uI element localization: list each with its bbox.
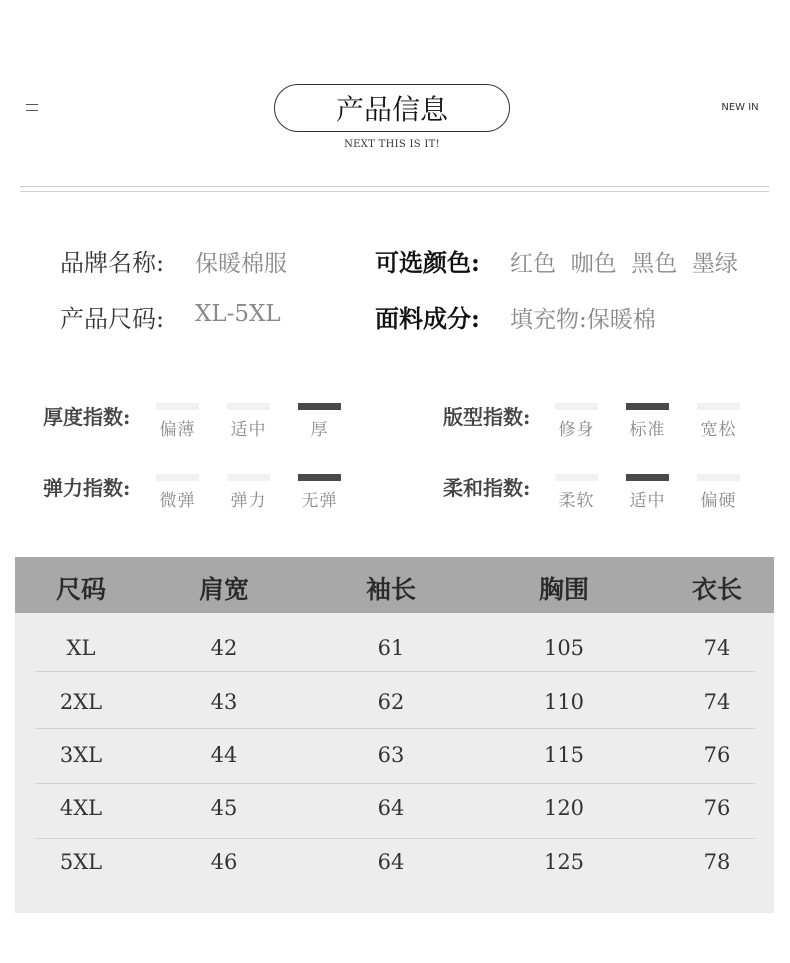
index-option [555, 403, 598, 440]
table-header-cell: 袖长 [365, 575, 416, 604]
index-option-label: 弹力 [230, 491, 267, 511]
table-cell: 115 [543, 743, 585, 767]
index-level-bar [156, 474, 199, 481]
new-in-link[interactable]: NEW IN [721, 102, 759, 113]
brand-value: 保暖棉服 [195, 251, 287, 277]
table-cell: 44 [210, 743, 238, 767]
table-header-cell: 胸围 [538, 575, 589, 604]
table-cell: 74 [703, 690, 731, 714]
table-cell: 78 [703, 850, 731, 874]
table-cell: 64 [377, 796, 405, 820]
table-row-divider [35, 838, 755, 839]
table-cell: 3XL [59, 743, 103, 767]
table-cell: 120 [543, 796, 585, 820]
table-row-divider [35, 783, 755, 784]
index-option [697, 474, 740, 511]
index-level-bar [227, 403, 270, 410]
table-cell: 61 [377, 636, 405, 660]
table-cell: 62 [377, 690, 405, 714]
table-cell: 76 [703, 743, 731, 767]
table-cell: 64 [377, 850, 405, 874]
fabric-value: 填充物:保暖棉 [510, 307, 656, 333]
table-cell: 42 [210, 636, 238, 660]
index-label: 厚度指数: [43, 405, 131, 429]
page-subtitle: NEXT THIS IS IT! [344, 139, 440, 150]
index-option-label: 适中 [230, 420, 267, 440]
index-option [626, 403, 669, 440]
size-label: 产品尺码: [60, 305, 165, 333]
table-cell: 43 [210, 690, 238, 714]
divider-bottom [20, 191, 769, 192]
table-header-cell: 衣长 [691, 575, 742, 604]
index-option [227, 474, 270, 511]
index-level-bar [227, 474, 270, 481]
brand-label: 品牌名称: [60, 249, 165, 277]
fabric-label: 面料成分: [375, 304, 480, 333]
index-label: 柔和指数: [443, 476, 531, 500]
index-level-bar [626, 474, 669, 481]
index-option-label: 宽松 [700, 420, 737, 440]
index-option-label: 偏硬 [700, 491, 737, 511]
index-option [298, 403, 341, 440]
divider-top [20, 186, 769, 187]
index-option [227, 403, 270, 440]
index-label: 版型指数: [443, 405, 531, 429]
index-option [555, 474, 598, 511]
index-option [697, 403, 740, 440]
table-header-cell: 肩宽 [198, 575, 249, 604]
index-option [156, 474, 199, 511]
color-label: 可选颜色: [375, 248, 480, 277]
index-option-label: 柔软 [558, 491, 595, 511]
table-cell: 46 [210, 850, 238, 874]
table-cell: 5XL [59, 850, 103, 874]
color-value: 红色 咖色 黑色 墨绿 [510, 251, 738, 277]
index-level-bar [156, 403, 199, 410]
table-cell: 105 [543, 636, 585, 660]
size-value: XL-5XL [195, 301, 281, 327]
index-level-bar [697, 403, 740, 410]
page-title: 产品信息 [274, 84, 510, 132]
index-level-bar [298, 474, 341, 481]
index-option-label: 无弹 [301, 491, 338, 511]
table-cell: 76 [703, 796, 731, 820]
index-level-bar [555, 403, 598, 410]
table-cell: 110 [543, 690, 585, 714]
index-option [156, 403, 199, 440]
index-label: 弹力指数: [43, 476, 131, 500]
index-option-label: 适中 [629, 491, 666, 511]
table-row-divider [35, 671, 755, 672]
index-option-label: 厚 [310, 420, 329, 440]
index-level-bar [626, 403, 669, 410]
index-option-label: 标准 [629, 420, 666, 440]
index-level-bar [555, 474, 598, 481]
table-cell: 63 [377, 743, 405, 767]
index-option-label: 偏薄 [159, 420, 196, 440]
table-cell: 45 [210, 796, 238, 820]
table-cell: 2XL [59, 690, 103, 714]
table-cell: XL [66, 636, 96, 660]
menu-icon[interactable] [26, 104, 38, 112]
table-row-divider [35, 728, 755, 729]
table-cell: 125 [543, 850, 585, 874]
index-level-bar [298, 403, 341, 410]
table-header-cell: 尺码 [55, 575, 106, 604]
index-option-label: 修身 [558, 420, 595, 440]
index-option [626, 474, 669, 511]
index-level-bar [697, 474, 740, 481]
index-option-label: 微弹 [159, 491, 196, 511]
index-option [298, 474, 341, 511]
table-cell: 4XL [59, 796, 103, 820]
table-cell: 74 [703, 636, 731, 660]
